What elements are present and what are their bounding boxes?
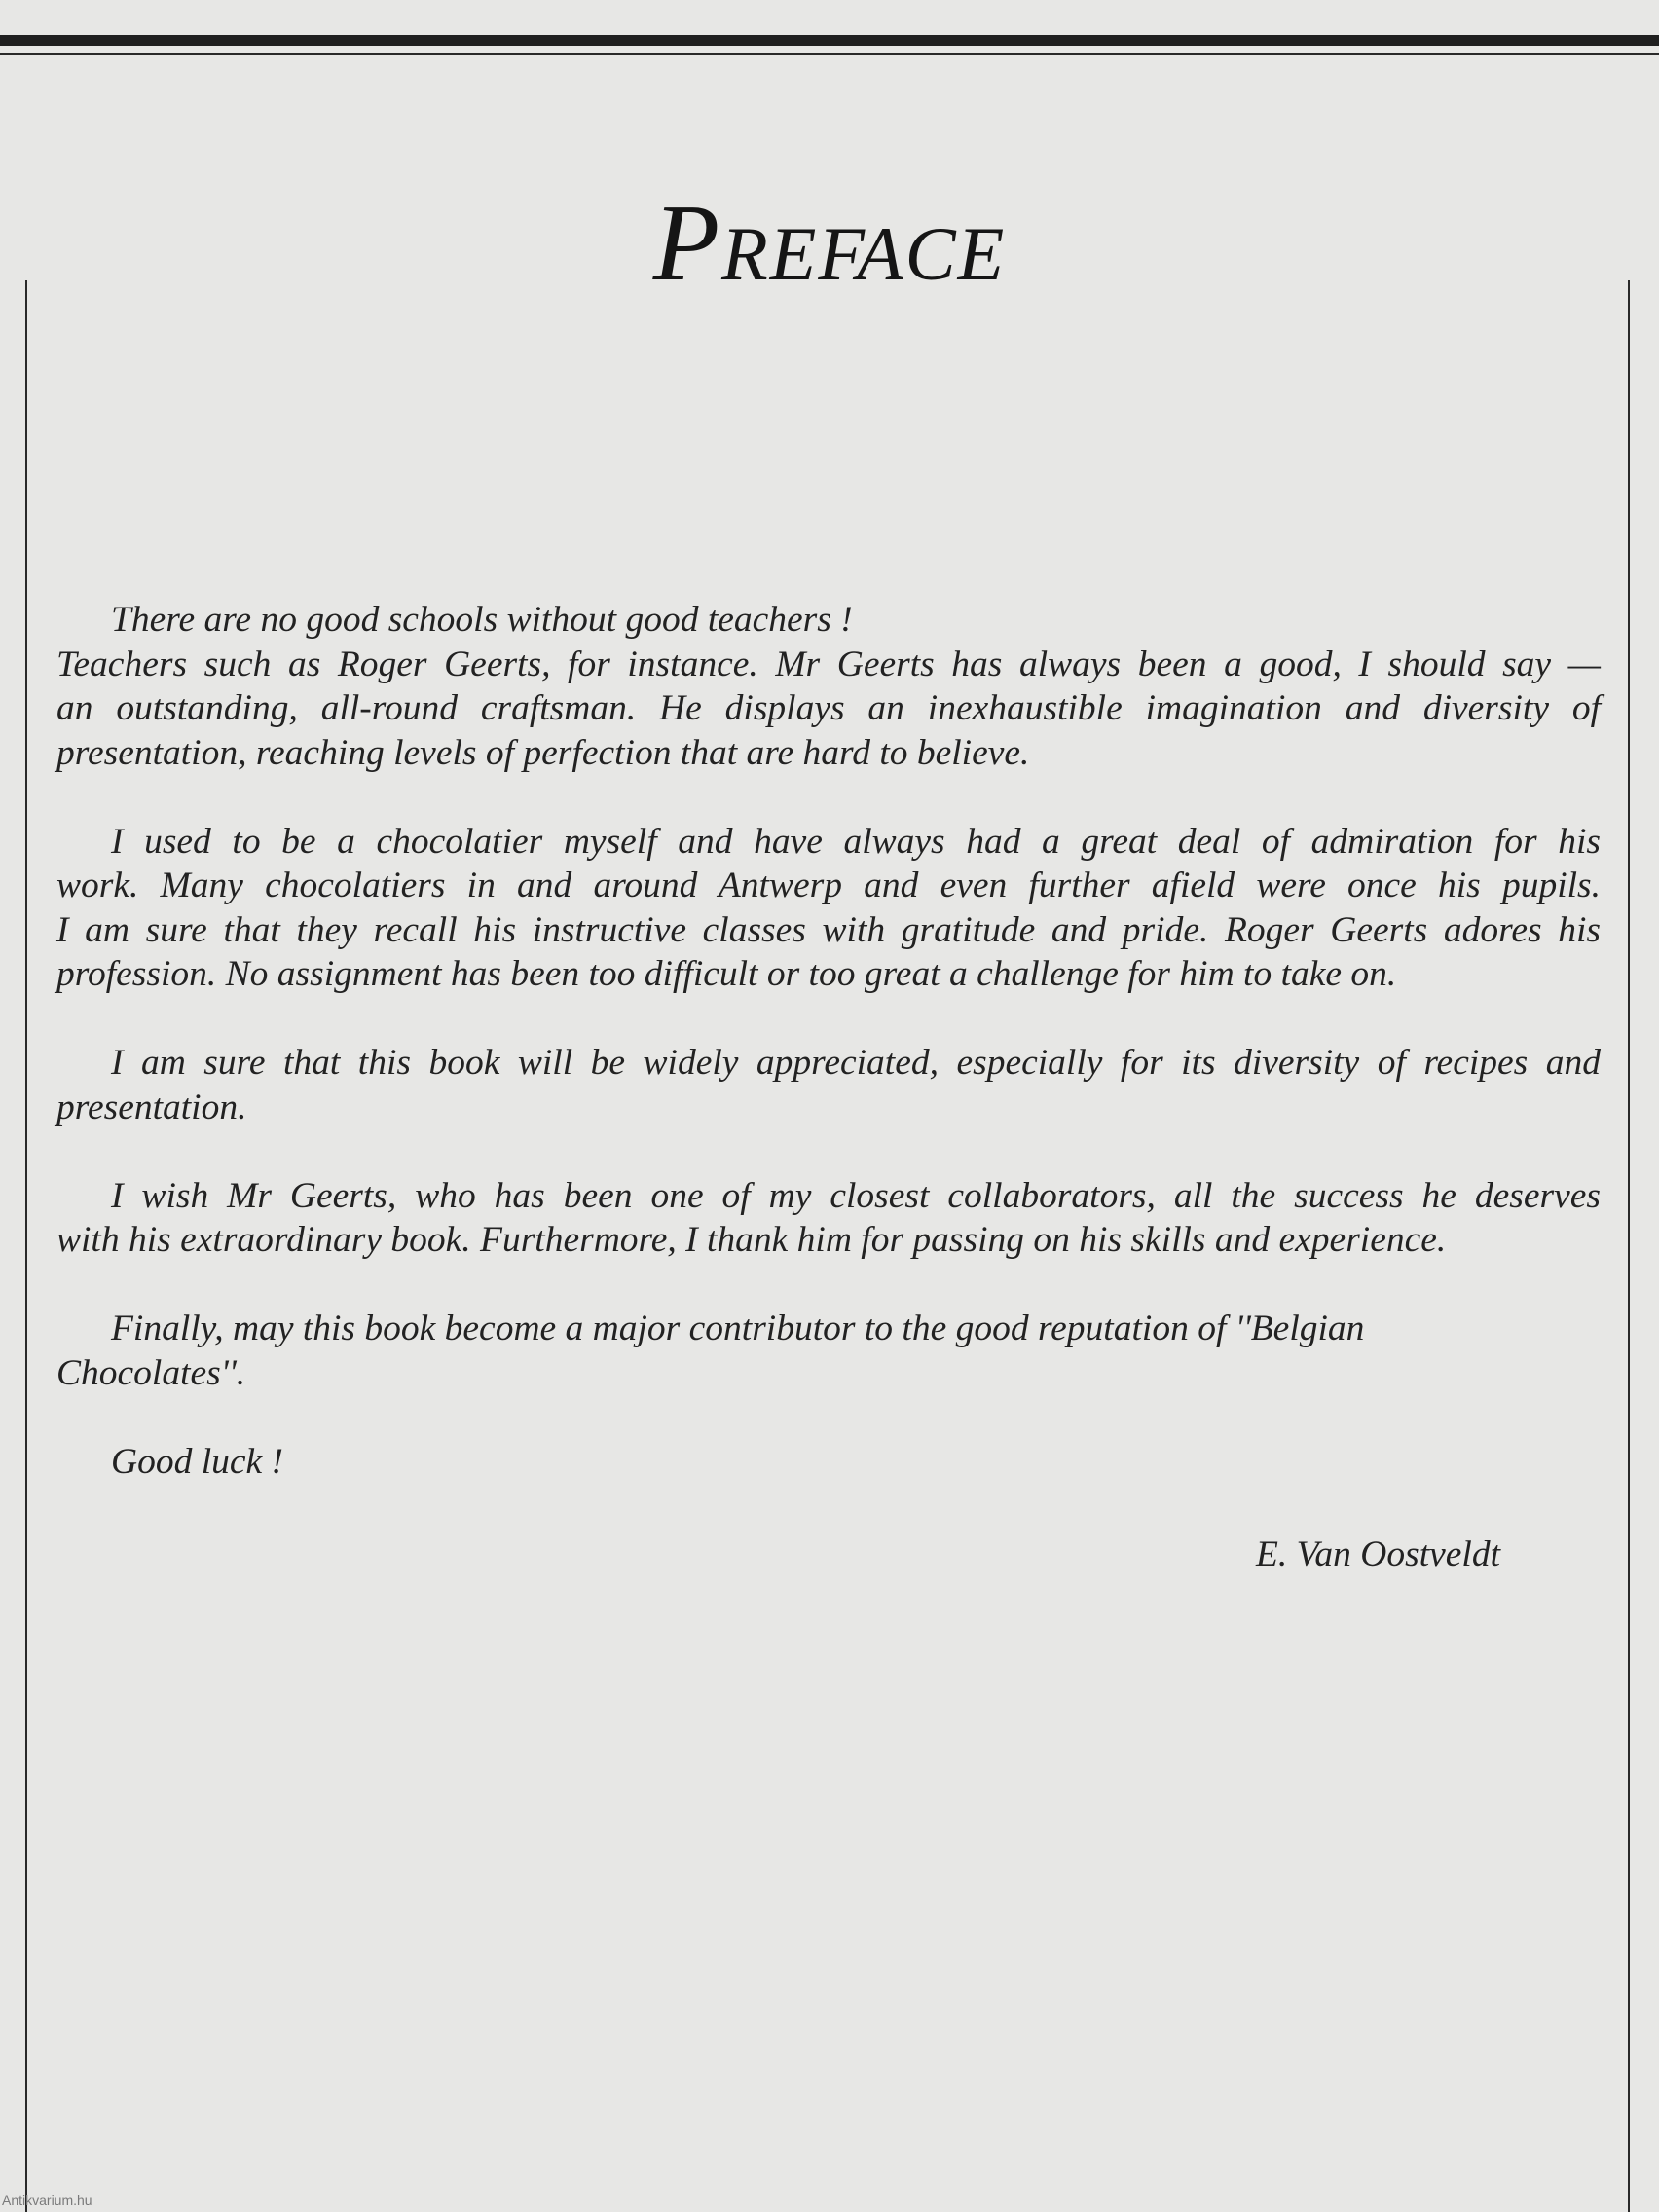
paragraph-4	[56, 1174, 1601, 1263]
top-rule-thin	[0, 53, 1659, 55]
preface-body	[56, 598, 1601, 1484]
page-title: Preface	[652, 183, 1007, 305]
paragraph-line: work. Many chocolatiers in and around Antwerp and even further afield were once his pupils.	[56, 866, 1601, 905]
paragraph-line: I am sure that they recall his instructive classes with gratitude and pride. Roger Geerts adores his	[56, 909, 1601, 950]
author-signature: E. Van Oostveldt	[1256, 1534, 1501, 1574]
paragraph-line: I used to be a chocolatier myself and have always had a great deal of admiration for his	[111, 821, 1601, 862]
paragraph-line: profession. No assignment has been too difficult or too great a challenge for him to take on.	[56, 954, 1397, 994]
paragraph-line: with his extraordinary book. Furthermore, I thank him for passing on his skills and experience.	[56, 1220, 1447, 1260]
watermark-text: Antikvarium.hu	[2, 2193, 92, 2208]
paragraph-line: There are no good schools without good teachers !	[111, 600, 853, 640]
paragraph-2	[56, 820, 1601, 997]
paragraph-6	[56, 1440, 1601, 1485]
paragraph-line: Chocolates''.	[56, 1352, 246, 1393]
paragraph-line: presentation, reaching levels of perfection that are hard to believe.	[56, 732, 1030, 773]
top-rule-thick	[0, 35, 1659, 46]
paragraph-1	[56, 598, 1601, 775]
paragraph-line: Teachers such as Roger Geerts, for instance. Mr Geerts has always been a good, I should say —	[56, 644, 1601, 684]
paragraph-line: Good luck !	[111, 1441, 284, 1482]
paragraph-3	[56, 1041, 1601, 1129]
paragraph-line: I am sure that this book will be widely appreciated, especially for its diversity of recipes and	[111, 1043, 1601, 1083]
paragraph-line: an outstanding, all-round craftsman. He displays an inexhaustible imagination and diversity of	[56, 688, 1601, 728]
paragraph-5	[56, 1307, 1601, 1395]
right-border-line	[1628, 280, 1630, 2212]
left-border-line	[25, 280, 27, 2212]
paragraph-line: presentation.	[56, 1087, 247, 1127]
paragraph-line: I wish Mr Geerts, who has been one of my closest collaborators, all the success he deserves	[111, 1175, 1601, 1216]
paragraph-line: Finally, may this book become a major contributor to the good reputation of ''Belgian	[111, 1309, 1365, 1348]
